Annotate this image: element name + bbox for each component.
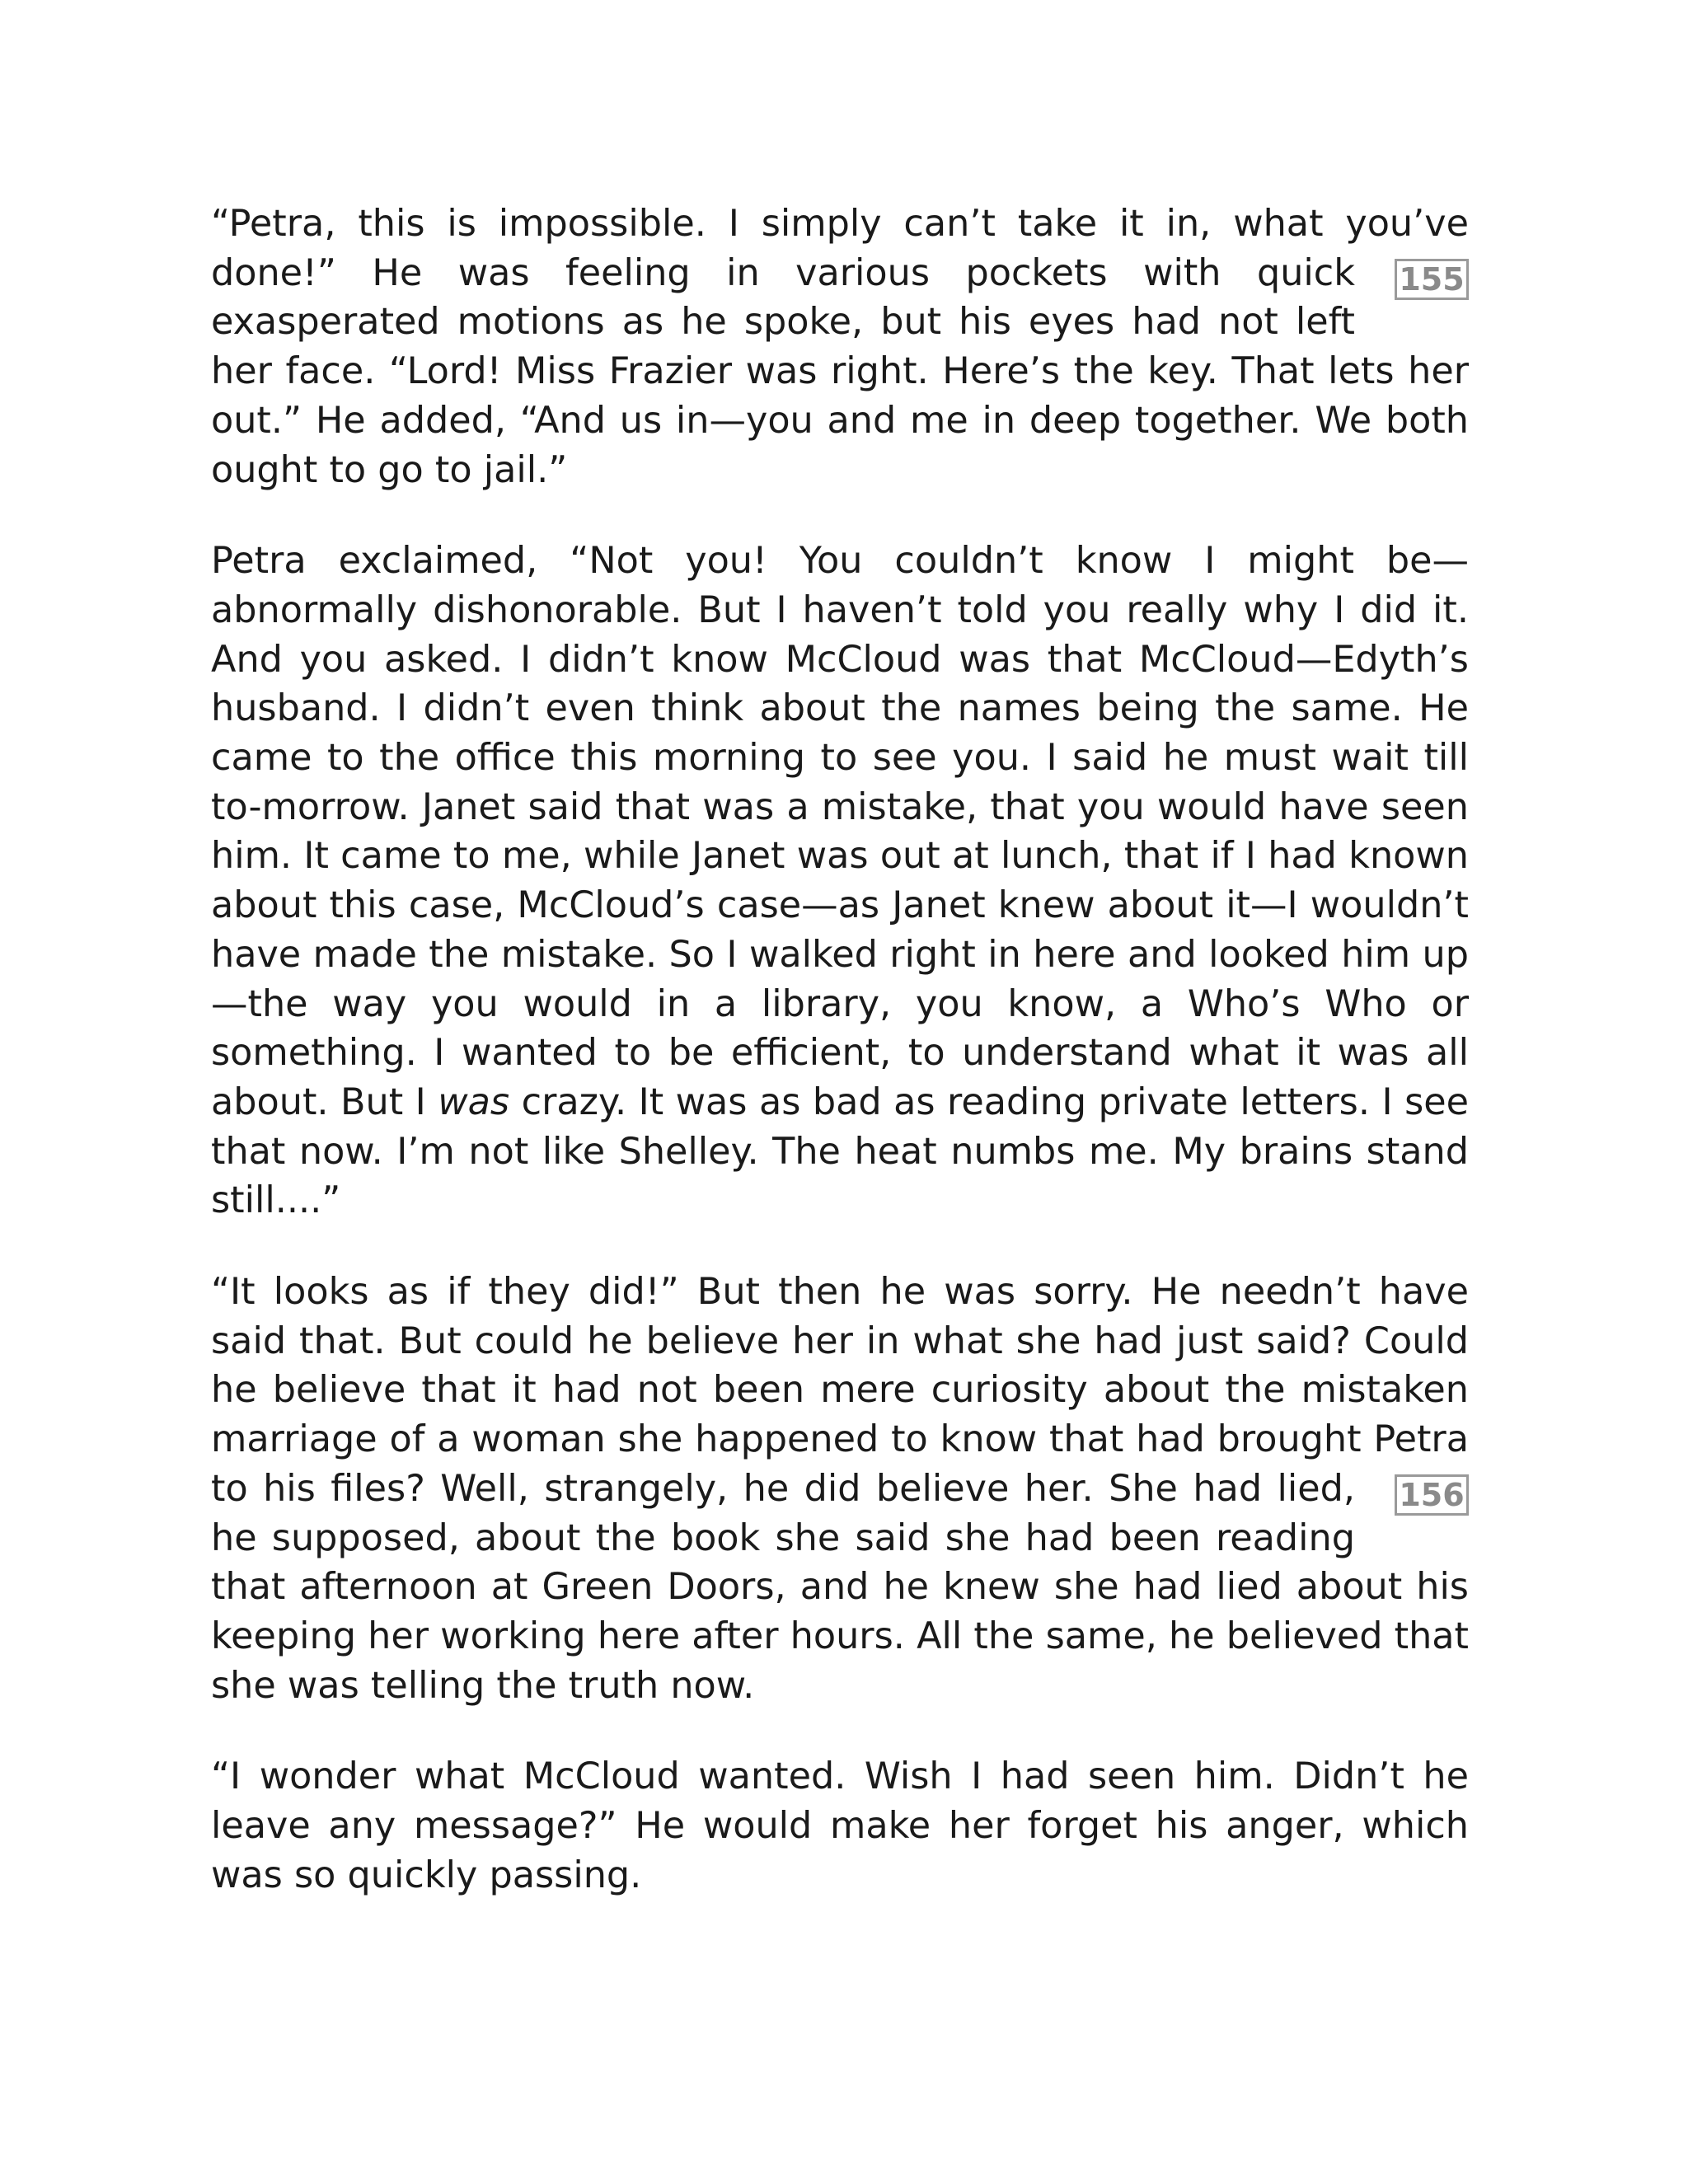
paragraph-2-emphasis: was bbox=[438, 1080, 510, 1123]
paragraph-2-part1: Petra exclaimed, “Not you! You couldn’t know I might be—abnormally dishonorable. But I haven’t told you really why I did it. And you asked. I didn’t know McCloud was that McCloud—Edyth’s husband. I didn’t even think about the names being the same. He came to the office this morning to see you. I said he must wait till to-morrow. Janet said that was a mistake, that you would have seen him. It came to me, while Janet was out at lunch, that if I had known about this case, McCloud’s case—as Janet knew about it—I wouldn’t have made the mistake. So I walked right in here and looked him up—the way you would in a library, you know, a Who’s Who or something. I wanted to be efficient, to understand what it was all about. But I bbox=[211, 540, 1469, 1123]
paragraph-1 bbox=[211, 199, 1469, 494]
paragraph-1-rest: He was feeling in various pockets with quick exasperated motions as he spoke, but his eyes had not left her face. “Lord! Miss Frazier was right. Here’s the key. That lets her out.” He added, “And us in—you and me in deep together. We both ought to go to jail.” bbox=[211, 251, 1469, 491]
paragraph-1-lead: “Petra, this is impossible. I simply can’t take it in, what you’ve done!” bbox=[211, 203, 1469, 294]
paragraph-3 bbox=[211, 1268, 1469, 1710]
paragraph-3-lead: “It looks as if they did!” But then he was sorry. He needn’t have said that. But could he believe her in what she had just said? Could he believe that it had not been mere curiosity about the mistaken marriage of a woman she happened to know that had brought Petra bbox=[211, 1271, 1469, 1461]
paragraph-2 bbox=[211, 537, 1469, 1226]
paragraph-2-part2: crazy. It was as bad as reading private letters. I see that now. I’m not like Shelley. The heat numbs me. My brains stand still....” bbox=[211, 1080, 1470, 1222]
page-body bbox=[211, 199, 1469, 1943]
page-number-155: 155 bbox=[1395, 259, 1469, 300]
paragraph-4: “I wonder what McCloud wanted. Wish I had seen him. Didn’t he leave any message?” He would make her forget his anger, which was so quickly passing. bbox=[211, 1755, 1469, 1896]
paragraph-3-rest: to his files? Well, strangely, he did believe her. She had lied, he supposed, about the book she said she had been reading that afternoon at Green Doors, and he knew she had lied about his keeping her working here after hours. All the same, he believed that she was telling the truth now. bbox=[211, 1467, 1469, 1707]
page-number-156: 156 bbox=[1395, 1474, 1469, 1516]
